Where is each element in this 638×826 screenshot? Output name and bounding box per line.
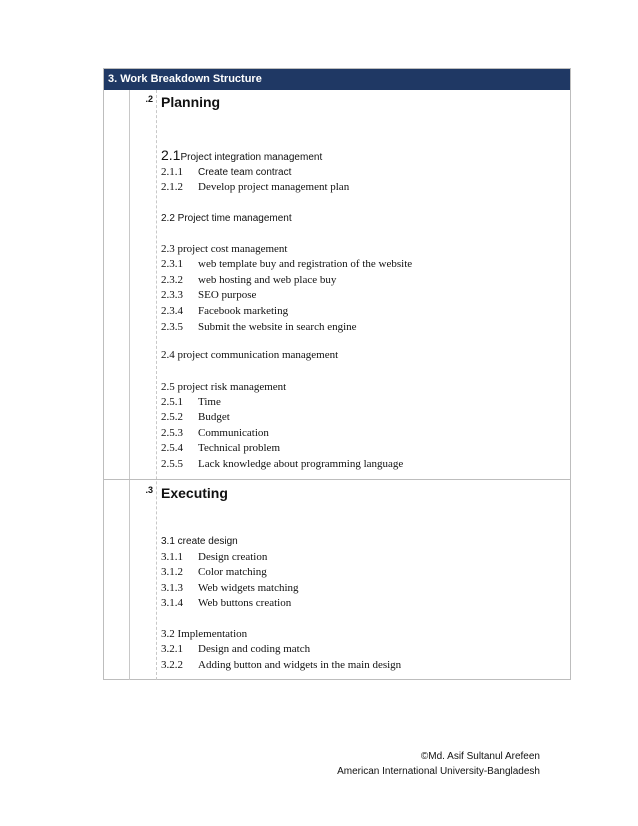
column-divider-dashed xyxy=(156,90,157,680)
list-item: 3.2.2 Adding button and widgets in the main design xyxy=(161,659,402,671)
row-divider xyxy=(104,479,570,480)
section-2-3: 2.3 project cost management xyxy=(161,243,288,255)
section-3-1: 3.1 create design xyxy=(161,536,238,547)
list-item: 2.3.4 Facebook marketing xyxy=(161,305,289,317)
list-item: 3.1.1 Design creation xyxy=(161,551,268,563)
wbs-table xyxy=(103,68,571,680)
section-2-1-number: 2.1 xyxy=(161,147,181,163)
section-2-4: 2.4 project communication management xyxy=(161,349,339,361)
list-item: 2.1.2 Develop project management plan xyxy=(161,181,350,193)
footer-institution: American International University-Bangladesh xyxy=(337,766,540,777)
list-item: 2.5.3 Communication xyxy=(161,427,269,439)
list-item: 3.1.4 Web buttons creation xyxy=(161,597,292,609)
section-2-5: 2.5 project risk management xyxy=(161,381,287,393)
list-item: 2.3.5 Submit the website in search engine xyxy=(161,321,357,333)
list-item: 2.5.2 Budget xyxy=(161,411,230,423)
list-item: 2.3.1 web template buy and registration of the website xyxy=(161,258,413,270)
table-header: 3. Work Breakdown Structure xyxy=(104,69,570,90)
list-item: 2.3.3 SEO purpose xyxy=(161,289,257,301)
executing-number: .3 xyxy=(145,485,153,495)
section-2-1-label: Project integration management xyxy=(180,152,323,163)
footer-author: ©Md. Asif Sultanul Arefeen xyxy=(420,751,540,762)
list-item: 2.1.1 Create team contract xyxy=(161,166,292,178)
planning-title: Planning xyxy=(161,94,221,110)
executing-title: Executing xyxy=(161,485,228,501)
column-divider xyxy=(129,90,130,680)
list-item: 2.3.2 web hosting and web place buy xyxy=(161,274,337,286)
list-item: 3.1.2 Color matching xyxy=(161,566,267,578)
list-item: 2.5.4 Technical problem xyxy=(161,442,281,454)
section-3-2: 3.2 Implementation xyxy=(161,628,248,640)
planning-number: .2 xyxy=(145,94,153,104)
section-2-2: 2.2 Project time management xyxy=(161,213,292,224)
list-item: 2.5.5 Lack knowledge about programming language xyxy=(161,458,404,470)
list-item: 2.5.1 Time xyxy=(161,396,221,408)
list-item: 3.1.3 Web widgets matching xyxy=(161,582,299,594)
section-2-1 xyxy=(161,147,322,163)
list-item: 3.2.1 Design and coding match xyxy=(161,643,311,655)
